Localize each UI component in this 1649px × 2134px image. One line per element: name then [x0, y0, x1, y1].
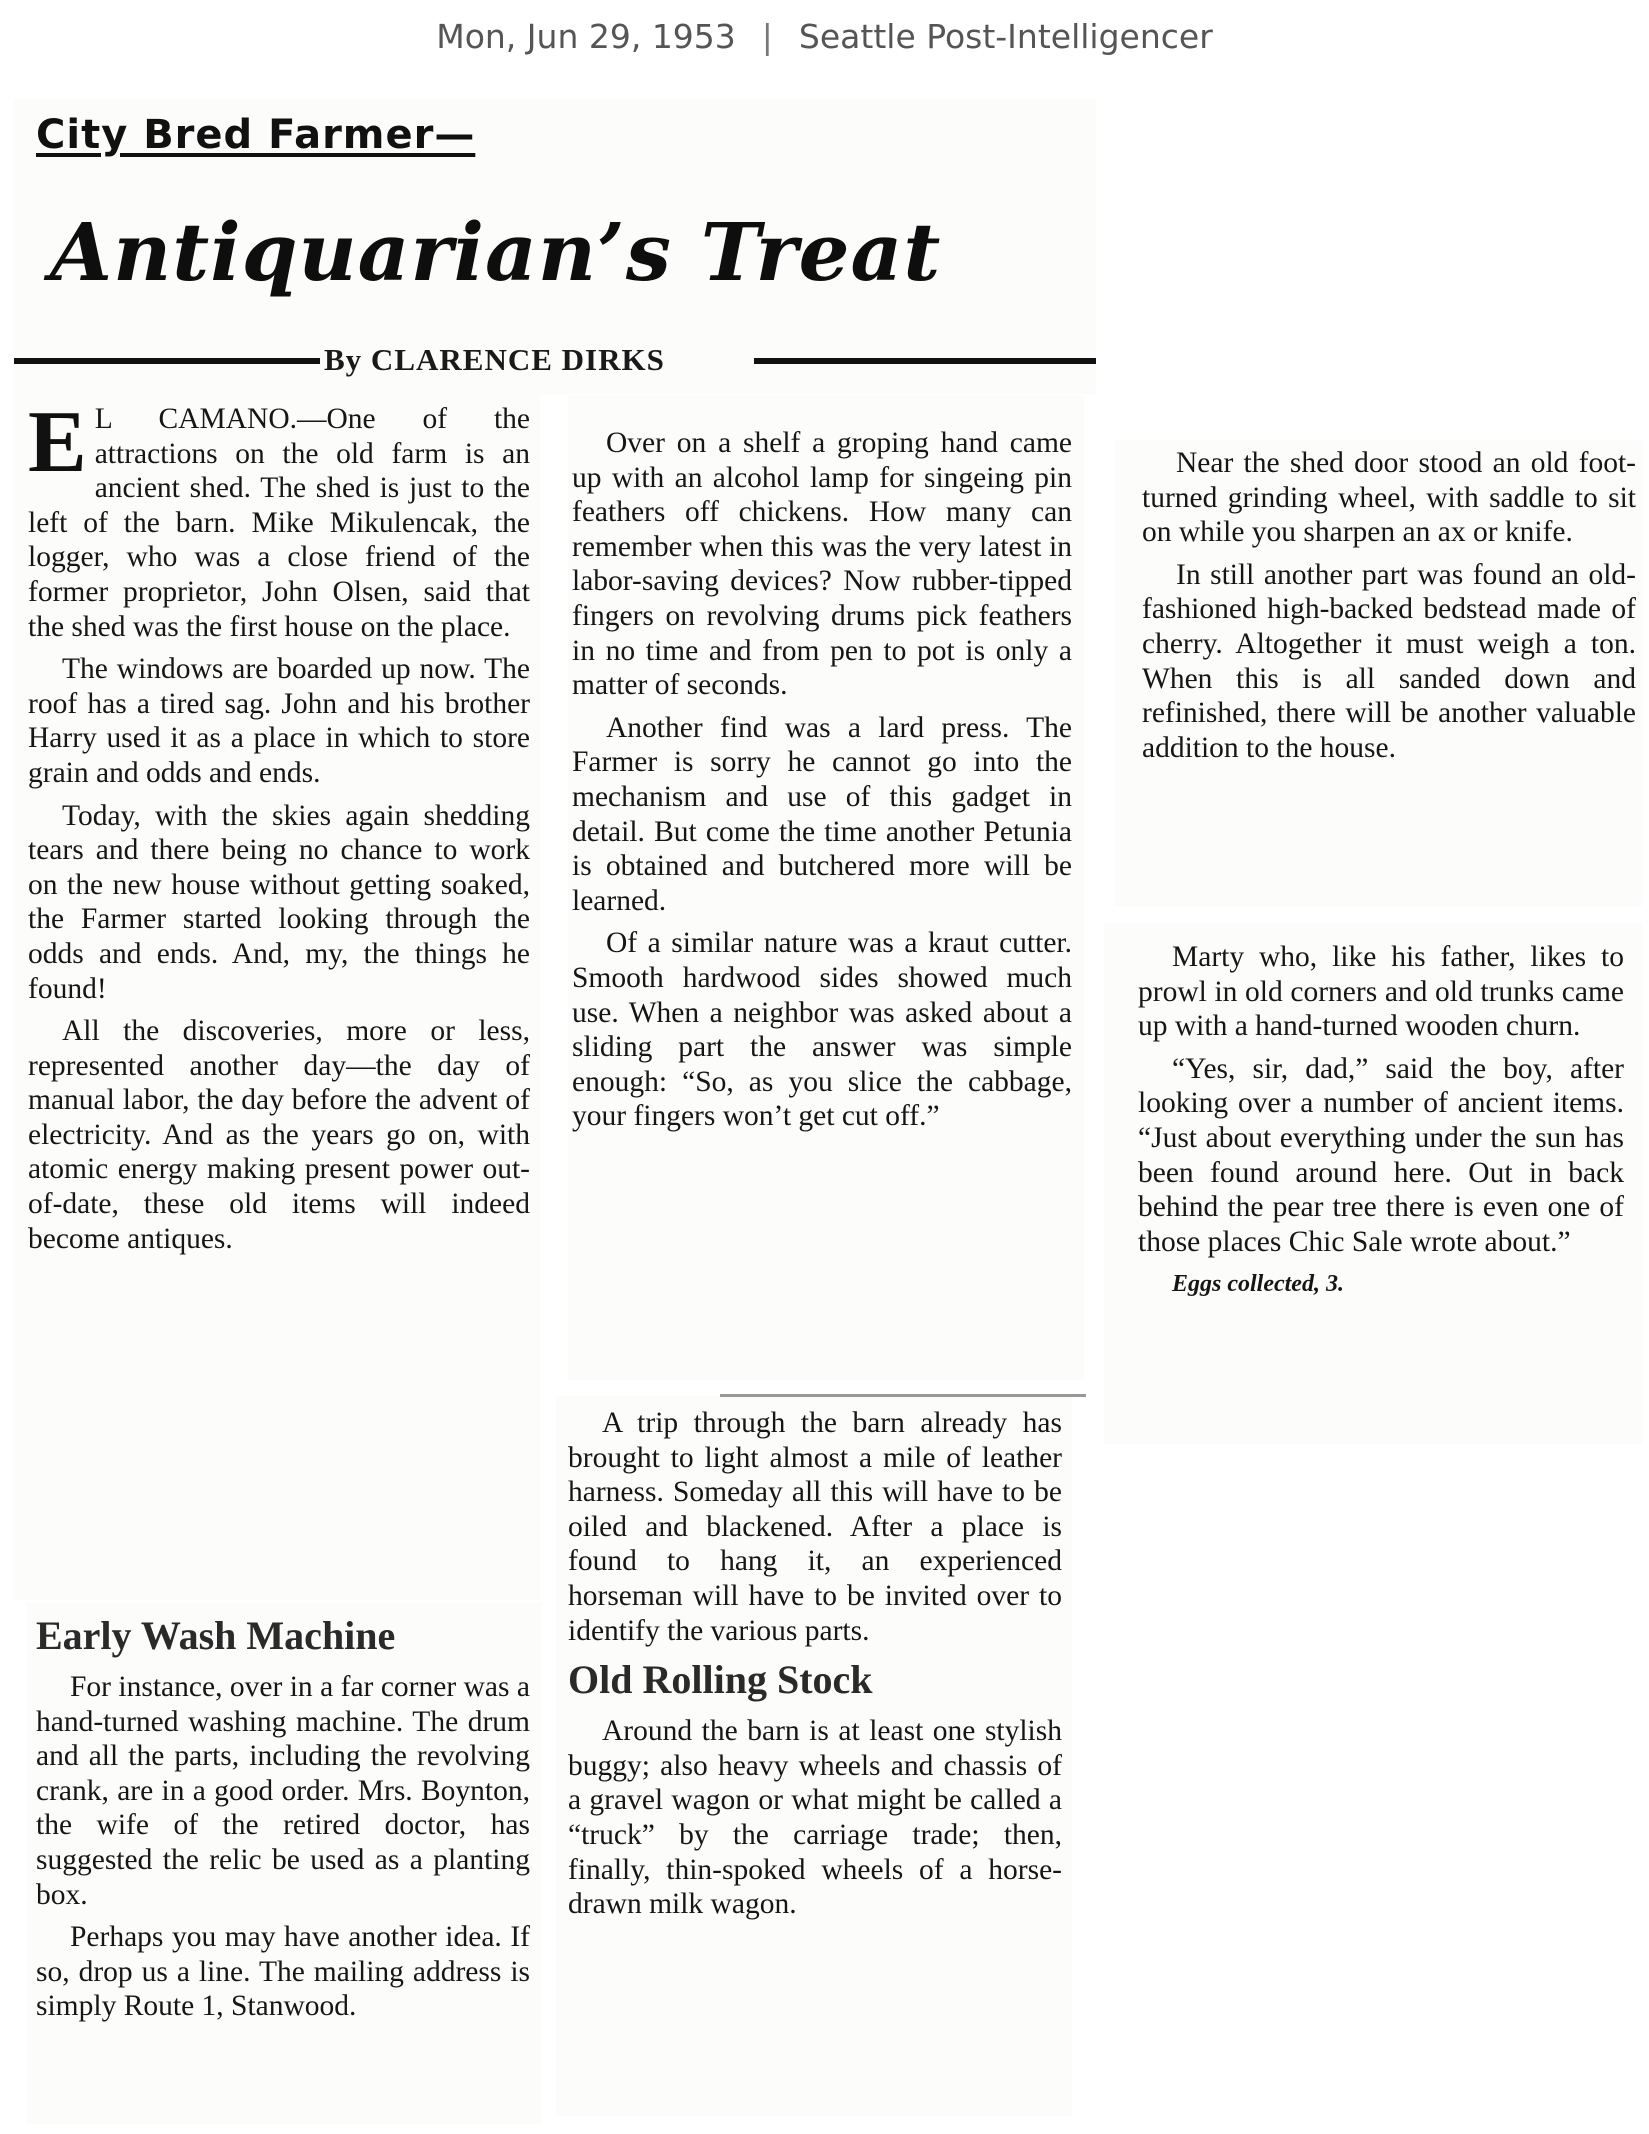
kicker-headline: City Bred Farmer— — [36, 112, 476, 158]
publication-date: Mon, Jun 29, 1953 — [436, 16, 736, 56]
article-column-1 — [28, 394, 530, 1264]
article-column-3 — [1142, 446, 1636, 773]
sign-off: Eggs collected, 3. — [1172, 1271, 1344, 1298]
clipping-header — [0, 0, 1649, 72]
header-separator: | — [761, 16, 773, 56]
paragraph: Today, with the skies again shedding tears and there being no chance to work on the new house without getting soaked, the Farmer started looking through the odds and ends. And, my, the things he found! — [28, 799, 530, 1005]
paragraph: Of a similar nature was a kraut cutter. Smooth hardwood sides showed much use. When a neighbor was asked about a sliding part the answer was simple enough: “So, as you slice the cabbage, your fingers won’t get cut off.” — [572, 927, 1072, 1133]
paragraph: In still another part was found an old-fashioned high-backed bedstead made of cherry. Altogether it must weigh a ton. When this is all sanded down and refinished, there will be another valuable addition to the house. — [1142, 558, 1636, 764]
article-column-2 — [572, 426, 1072, 1142]
byline-block — [14, 342, 1096, 378]
paragraph: All the discoveries, more or less, represented another day—the day of manual labor, the day before the advent of electricity. And as the years go on, with atomic energy making present power out-of-date, these old items will indeed become antiques. — [28, 1015, 530, 1255]
byline-rule-left — [14, 358, 324, 364]
paragraph: Another find was a lard press. The Farmer is sorry he cannot go into the mechanism and use of this gadget in detail. But come the time another Petunia is obtained and butchered more will be learned. — [572, 711, 1072, 917]
paragraph: Around the barn is at least one stylish buggy; also heavy wheels and chassis of a gravel wagon or what might be called a “truck” by the carriage trade; then, finally, thin-spoked wheels of a horse-drawn milk wagon. — [568, 1715, 1062, 1921]
paragraph: A trip through the barn already has brought to light almost a mile of leather harness. Someday all this will have to be oiled and blackened. After a place is found to hang it, an experienced horseman will have to be invited over to identify the various parts. — [568, 1407, 1062, 1647]
byline-rule-right — [754, 358, 1096, 364]
main-headline: Antiquarian’s Treat — [50, 205, 942, 299]
paragraph: The windows are boarded up now. The roof has a tired sag. John and his brother Harry used it as a place in which to store grain and odds and ends. — [28, 653, 530, 789]
paragraph: Near the shed door stood an old foot-turned grinding wheel, with saddle to sit on while you sharpen an ax or knife. — [1142, 447, 1636, 549]
paragraph: Marty who, like his father, likes to prowl in old corners and old trunks came up with a hand-turned wooden churn. — [1138, 941, 1624, 1043]
article-column-1b — [36, 1612, 530, 2032]
byline: By CLARENCE DIRKS — [320, 342, 669, 378]
paragraph: For instance, over in a far corner was a hand-turned washing machine. The drum and all the parts, including the revolving crank, are in a good order. Mrs. Boynton, the wife of the retired doctor, has suggested the relic be used as a planting box. — [36, 1671, 530, 1911]
column-divider-rule — [720, 1394, 1086, 1397]
article-column-2b — [568, 1406, 1062, 1930]
subhead: Old Rolling Stock — [568, 1657, 873, 1703]
paragraph: Perhaps you may have another idea. If so, drop us a line. The mailing address is simply Route 1, Stanwood. — [36, 1921, 530, 2023]
paragraph — [28, 394, 530, 644]
article-column-3b — [1138, 940, 1624, 1310]
subhead: Early Wash Machine — [36, 1613, 396, 1658]
paragraph-text: L CAMANO.—One of the attractions on the old farm is an ancient shed. The shed is just to the left of the barn. Mike Mikulencak, the logger, who was a close friend of the former proprietor, John Olsen, said that the shed was the first house on the place. — [28, 403, 530, 643]
paragraph: Over on a shelf a groping hand came up with an alcohol lamp for singeing pin feathers off chickens. How many can remember when this was the very latest in labor-saving devices? Now rubber-tipped fingers on revolving drums pick feathers in no time and from pen to pot is only a matter of seconds. — [572, 427, 1072, 702]
paragraph: “Yes, sir, dad,” said the boy, after looking over a number of ancient items. “Just about everything under the sun has been found around here. Out in back behind the pear tree there is even one of those places Chic Sale wrote about.” — [1138, 1052, 1624, 1258]
publication-name: Seattle Post-Intelligencer — [798, 16, 1213, 56]
drop-cap: E — [28, 394, 87, 491]
